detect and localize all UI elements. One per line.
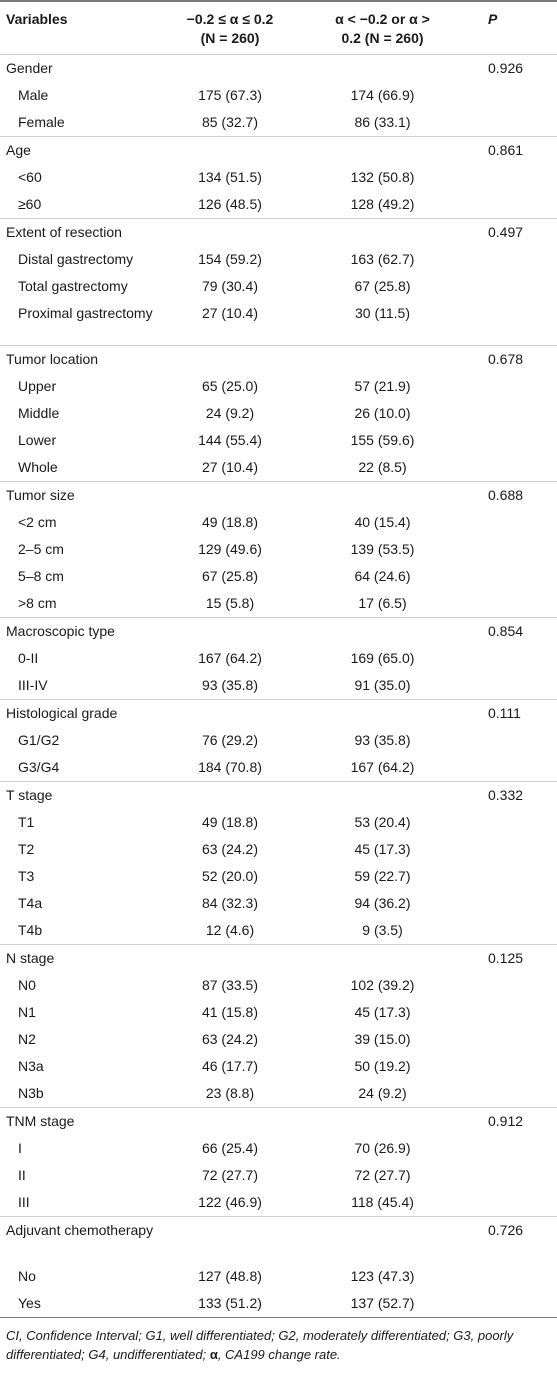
row-label: No (18, 1267, 36, 1284)
footnote-alpha: α (209, 1346, 218, 1362)
group-1-value (165, 136, 295, 164)
group-1-value (165, 1217, 295, 1263)
p-value: 0.861 (470, 136, 557, 164)
p-value (470, 164, 557, 191)
row-label: Histological grade (0, 700, 165, 728)
p-value: 0.678 (470, 346, 557, 374)
table-row (0, 863, 557, 890)
group-1-value (165, 618, 295, 646)
p-value (470, 1290, 557, 1318)
table-row (0, 427, 557, 454)
row-label: 2–5 cm (18, 541, 64, 557)
table-row (0, 82, 557, 109)
group-1-value: 23 (8.8) (205, 1085, 255, 1101)
section-row (0, 54, 557, 82)
group-1-value: 52 (20.0) (201, 868, 259, 884)
table-row (0, 672, 557, 700)
row-label: Female (18, 113, 65, 130)
group-2-value: 155 (59.6) (350, 432, 415, 448)
p-value (470, 82, 557, 109)
table-row (0, 109, 557, 137)
group-2-value: 93 (35.8) (354, 732, 411, 748)
table-row (0, 300, 557, 346)
p-value (470, 1189, 557, 1217)
section-row (0, 1217, 557, 1263)
section-row (0, 346, 557, 374)
row-label: 0-II (18, 650, 39, 666)
group-1-value: 24 (9.2) (205, 405, 255, 421)
p-value (470, 754, 557, 782)
row-label: N2 (18, 1031, 36, 1047)
row-label: N3b (18, 1085, 44, 1101)
group-2-value: 30 (11.5) (355, 304, 410, 321)
section-row (0, 482, 557, 510)
group-2-value (295, 782, 470, 810)
section-row (0, 1108, 557, 1136)
row-label: ≥60 (18, 195, 42, 212)
header-group-2-line-2: 0.2 (N = 260) (341, 30, 424, 46)
table-row (0, 164, 557, 191)
p-value: 0.332 (470, 782, 557, 810)
row-label: Lower (18, 432, 57, 448)
row-label: >8 cm (18, 595, 57, 611)
row-label: Distal gastrectomy (18, 250, 134, 267)
p-value: 0.926 (470, 54, 557, 82)
group-2-value: 26 (10.0) (354, 405, 411, 421)
group-2-value: 139 (53.5) (350, 541, 415, 557)
group-1-value: 27 (10.4) (201, 304, 259, 321)
table-row (0, 917, 557, 945)
p-value (470, 427, 557, 454)
p-value (470, 727, 557, 754)
table-row (0, 1026, 557, 1053)
group-2-value: 72 (27.7) (354, 1167, 411, 1183)
p-value (470, 509, 557, 536)
group-1-value: 129 (49.6) (198, 541, 262, 557)
group-2-value (295, 54, 470, 82)
header-variables: Variables (6, 11, 68, 27)
group-2-value: 91 (35.0) (354, 677, 411, 693)
row-label: T4a (18, 895, 43, 911)
table-row (0, 373, 557, 400)
header-group-1-line-1: −0.2 ≤ α ≤ 0.2 (186, 11, 274, 27)
table-row (0, 1290, 557, 1318)
row-label: Upper (18, 378, 57, 394)
p-value (470, 300, 557, 346)
table-row (0, 1135, 557, 1162)
group-1-value: 93 (35.8) (201, 677, 259, 693)
section-row (0, 218, 557, 246)
p-value (470, 454, 557, 482)
group-2-value (295, 482, 470, 510)
row-label: Macroscopic type (0, 618, 165, 646)
group-1-value: 134 (51.5) (198, 168, 262, 185)
section-row (0, 136, 557, 164)
section-row (0, 700, 557, 728)
group-1-value: 167 (64.2) (198, 650, 262, 666)
group-2-value (295, 618, 470, 646)
header-group-1 (165, 1, 295, 54)
p-value (470, 645, 557, 672)
group-1-value: 175 (67.3) (198, 86, 262, 103)
p-value (470, 273, 557, 300)
group-2-value: 94 (36.2) (354, 895, 411, 911)
row-label: N0 (18, 977, 36, 993)
row-label: Age (0, 136, 165, 164)
group-1-value (165, 482, 295, 510)
group-1-value: 122 (46.9) (198, 1194, 262, 1210)
p-value (470, 863, 557, 890)
group-1-value: 154 (59.2) (198, 250, 262, 267)
row-label: T1 (18, 814, 35, 830)
group-2-value: 169 (65.0) (350, 650, 415, 666)
p-value (470, 836, 557, 863)
header-group-2-line-1: α < −0.2 or α > (335, 11, 430, 27)
group-2-value: 118 (45.4) (351, 1194, 414, 1210)
group-2-value: 40 (15.4) (354, 514, 411, 530)
row-label: N3a (18, 1058, 44, 1074)
p-value (470, 1080, 557, 1108)
row-label: Gender (0, 54, 165, 82)
table-row (0, 273, 557, 300)
row-label: II (18, 1167, 26, 1183)
group-2-value: 137 (52.7) (295, 1290, 470, 1318)
p-value (470, 1263, 557, 1290)
group-1-value (165, 782, 295, 810)
table-row (0, 645, 557, 672)
row-label: Male (18, 86, 49, 103)
group-1-value (165, 346, 295, 374)
header-row (0, 1, 557, 54)
group-2-value (295, 945, 470, 973)
group-1-value: 66 (25.4) (201, 1140, 259, 1156)
group-1-value: 46 (17.7) (201, 1058, 259, 1074)
group-1-value: 12 (4.6) (205, 922, 255, 938)
table-row (0, 246, 557, 273)
group-1-value (165, 54, 295, 82)
group-2-value: 39 (15.0) (354, 1031, 411, 1047)
group-2-value: 174 (66.9) (350, 86, 415, 103)
group-1-value: 41 (15.8) (201, 1004, 259, 1020)
p-value (470, 400, 557, 427)
table-row (0, 563, 557, 590)
group-2-value (295, 1108, 470, 1136)
group-2-value: 167 (64.2) (350, 759, 415, 775)
row-label: Tumor location (0, 346, 165, 374)
group-1-value: 87 (33.5) (201, 977, 259, 993)
table-row (0, 1263, 557, 1290)
section-row (0, 618, 557, 646)
row-label: T4b (18, 922, 43, 938)
table-row (0, 999, 557, 1026)
table-row (0, 536, 557, 563)
p-value (470, 1053, 557, 1080)
row-label: Middle (18, 405, 60, 421)
table-row (0, 972, 557, 999)
row-label: Yes (0, 1290, 165, 1318)
group-2-value (295, 700, 470, 728)
group-1-value: 144 (55.4) (198, 432, 262, 448)
table-body (0, 54, 557, 1317)
row-label: III-IV (18, 677, 48, 693)
table-header (0, 1, 557, 54)
row-label: T3 (18, 868, 35, 884)
table-row (0, 1080, 557, 1108)
group-1-value: 76 (29.2) (201, 732, 259, 748)
p-value (470, 809, 557, 836)
group-1-value: 184 (70.8) (198, 759, 262, 775)
group-2-value: 102 (39.2) (350, 977, 415, 993)
footnote-tail: , CA199 change rate. (217, 1346, 341, 1362)
group-1-value: 65 (25.0) (201, 378, 259, 394)
p-value (470, 999, 557, 1026)
table-row (0, 1162, 557, 1189)
group-2-value: 132 (50.8) (350, 168, 415, 185)
p-value (470, 1162, 557, 1189)
p-value (470, 373, 557, 400)
table-row (0, 590, 557, 618)
row-label: Whole (18, 459, 58, 475)
row-label: TNM stage (0, 1108, 165, 1136)
group-1-value: 49 (18.8) (201, 514, 259, 530)
section-row (0, 945, 557, 973)
table-footnote (0, 1318, 557, 1364)
p-value (470, 590, 557, 618)
table-row (0, 1053, 557, 1080)
section-row (0, 782, 557, 810)
group-2-value: 50 (19.2) (354, 1058, 411, 1074)
group-1-value: 72 (27.7) (201, 1167, 259, 1183)
p-value (470, 563, 557, 590)
p-value: 0.111 (470, 700, 557, 728)
header-p-value: P (488, 11, 498, 27)
header-group-2 (295, 1, 470, 54)
group-1-value: 84 (32.3) (201, 895, 259, 911)
row-label: <60 (18, 168, 42, 185)
group-1-value: 27 (10.4) (201, 459, 259, 475)
group-2-value: 45 (17.3) (354, 841, 411, 857)
row-label: Total gastrectomy (18, 277, 128, 294)
row-label: G1/G2 (18, 732, 60, 748)
group-2-value: 67 (25.8) (354, 277, 411, 294)
p-value (470, 536, 557, 563)
row-label: I (18, 1140, 22, 1156)
p-value (470, 890, 557, 917)
p-value (470, 972, 557, 999)
row-label: Proximal gastrectomy (18, 304, 153, 321)
table-row (0, 809, 557, 836)
group-1-value: 133 (51.2) (165, 1290, 295, 1318)
group-2-value: 86 (33.1) (354, 113, 411, 130)
group-1-value: 49 (18.8) (201, 814, 259, 830)
group-2-value: 70 (26.9) (354, 1140, 411, 1156)
p-value: 0.912 (470, 1108, 557, 1136)
group-2-value (295, 346, 470, 374)
p-value: 0.688 (470, 482, 557, 510)
group-2-value: 53 (20.4) (354, 814, 411, 830)
row-label: Adjuvant chemotherapy (0, 1217, 165, 1263)
table-row (0, 890, 557, 917)
group-2-value: 17 (6.5) (358, 595, 407, 611)
group-1-value (165, 1108, 295, 1136)
group-2-value: 57 (21.9) (354, 378, 411, 394)
group-2-value (295, 136, 470, 164)
row-label: T2 (18, 841, 35, 857)
group-2-value: 59 (22.7) (354, 868, 411, 884)
group-1-value: 63 (24.2) (201, 841, 259, 857)
group-1-value: 126 (48.5) (198, 195, 262, 212)
group-2-value: 163 (62.7) (350, 250, 415, 267)
group-1-value: 15 (5.8) (205, 595, 255, 611)
p-value (470, 1026, 557, 1053)
group-1-value: 63 (24.2) (201, 1031, 259, 1047)
row-label: Tumor size (0, 482, 165, 510)
group-2-value (295, 218, 470, 246)
p-value: 0.726 (470, 1217, 557, 1263)
group-1-value: 79 (30.4) (201, 277, 259, 294)
table-row (0, 191, 557, 219)
row-label: N stage (0, 945, 165, 973)
table-row (0, 836, 557, 863)
group-2-value: 64 (24.6) (354, 568, 411, 584)
p-value (470, 672, 557, 700)
table-row (0, 1189, 557, 1217)
row-label: III (18, 1194, 30, 1210)
p-value: 0.497 (470, 218, 557, 246)
header-group-1-line-2: (N = 260) (200, 30, 260, 46)
table-row (0, 509, 557, 536)
group-2-value: 45 (17.3) (354, 1004, 411, 1020)
p-value: 0.854 (470, 618, 557, 646)
row-label: <2 cm (18, 514, 57, 530)
row-label: 5–8 cm (18, 568, 64, 584)
group-1-value: 127 (48.8) (198, 1267, 262, 1284)
group-1-value (165, 945, 295, 973)
group-1-value (165, 218, 295, 246)
row-label: Extent of resection (0, 218, 165, 246)
p-value: 0.125 (470, 945, 557, 973)
p-value (470, 191, 557, 219)
table-row (0, 727, 557, 754)
group-2-value: 123 (47.3) (350, 1267, 415, 1284)
table-row (0, 400, 557, 427)
p-value (470, 917, 557, 945)
table-row (0, 454, 557, 482)
group-1-value (165, 700, 295, 728)
row-label: T stage (0, 782, 165, 810)
p-value (470, 246, 557, 273)
p-value (470, 109, 557, 137)
group-1-value: 67 (25.8) (201, 568, 259, 584)
row-label: N1 (18, 1004, 36, 1020)
row-label: G3/G4 (18, 759, 60, 775)
footnote-text: CI, Confidence Interval; G1, well differentiated; G2, moderately differentiated; G3, poorly differentiated; G4, undifferentiated; (6, 1327, 514, 1362)
group-2-value: 128 (49.2) (350, 195, 415, 212)
group-2-value: 9 (3.5) (362, 922, 403, 938)
group-2-value: 24 (9.2) (358, 1085, 407, 1101)
table-row (0, 754, 557, 782)
group-1-value: 85 (32.7) (201, 113, 259, 130)
group-2-value: 22 (8.5) (358, 459, 407, 475)
group-2-value (295, 1217, 470, 1263)
p-value (470, 1135, 557, 1162)
